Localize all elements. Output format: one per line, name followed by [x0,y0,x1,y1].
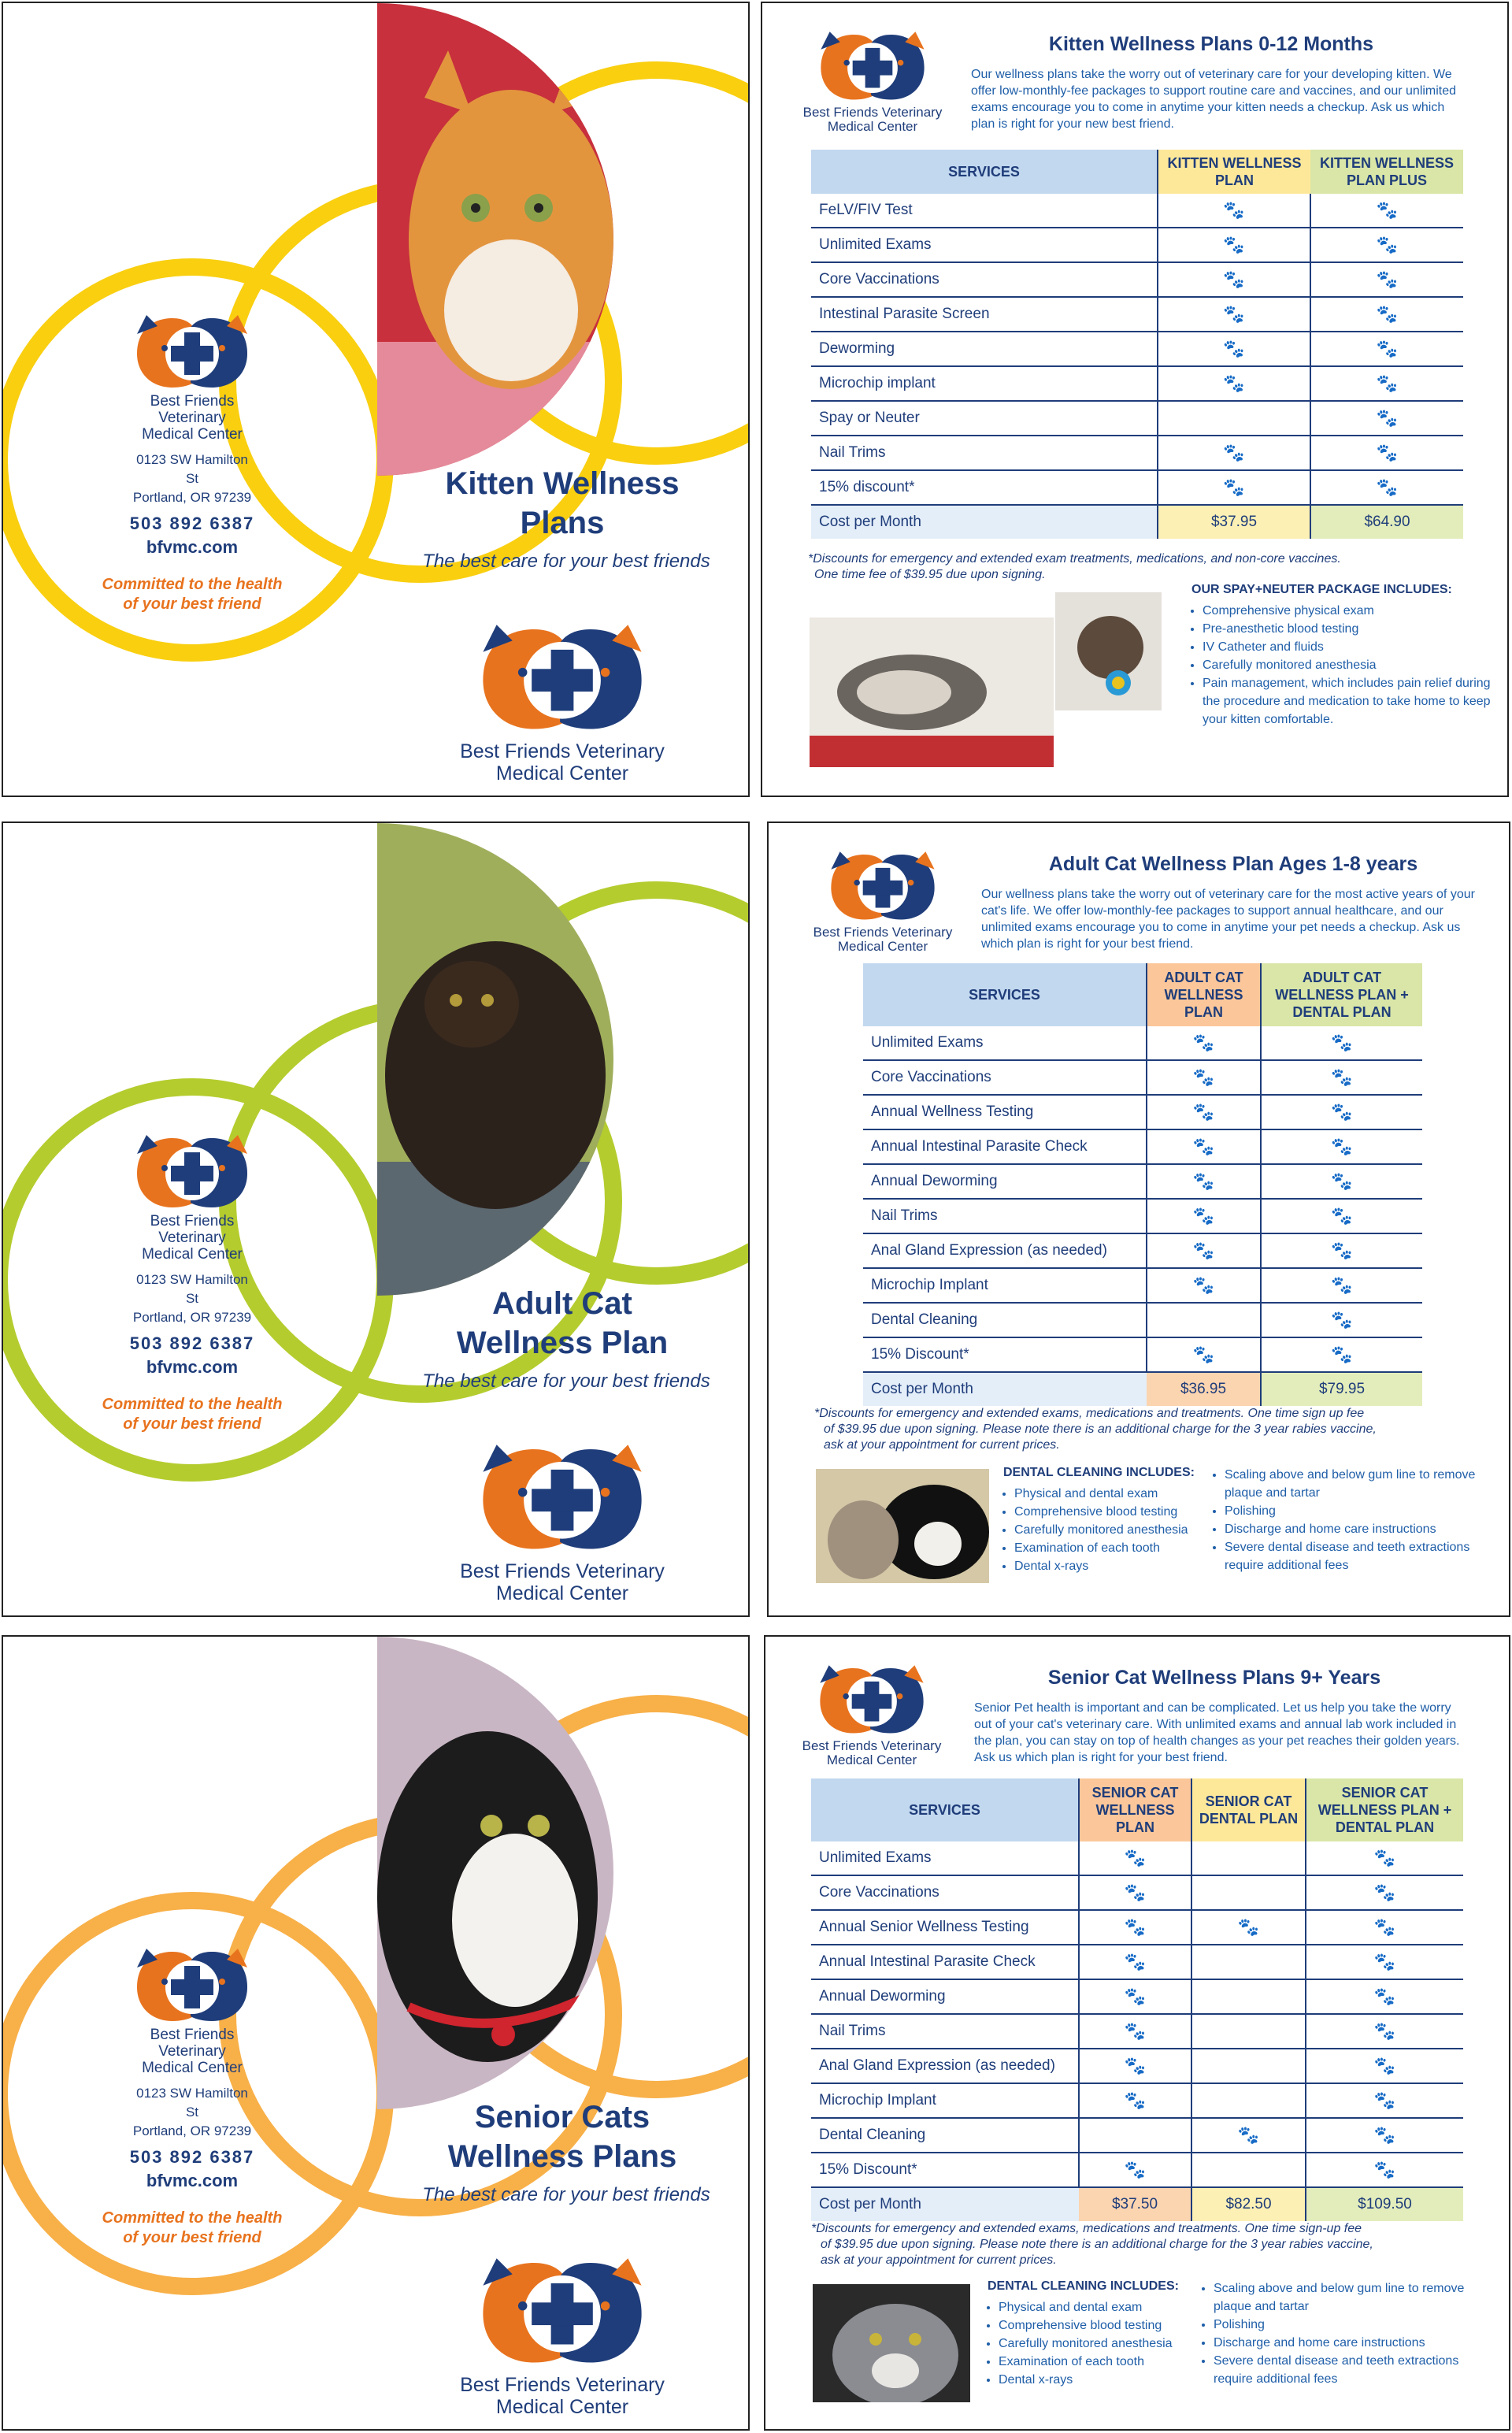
table-row [811,366,1463,401]
table-cell: 🐾 [1191,1910,1306,1945]
list-item: • Severe dental disease and teeth extractions require additional fees [1214,2352,1494,2388]
table-row [811,297,1463,332]
adult-plans-table [863,963,1422,1406]
cover-tagline: The best care for your best friends [422,1370,710,1392]
table-cell [1191,1841,1306,1875]
table-cell: Microchip implant [811,366,1158,401]
table-cell: 🐾 [1147,1129,1261,1164]
clinic-contact-block [102,1130,283,1434]
kitten-rows [811,194,1463,539]
list-item: • Polishing [1214,2316,1494,2334]
clinic-logo: Best Friends Veterinary Medical Center [801,1660,943,1767]
clinic-logo: Best Friends Veterinary Medical Center [812,847,954,954]
table-cell: 🐾 [1310,332,1463,366]
list-item: • Comprehensive physical exam [1203,602,1491,620]
table-cell: Core Vaccinations [811,1875,1079,1910]
clinic-contact-block [102,1944,283,2248]
table-row [811,1979,1463,2014]
table-cell [1191,1875,1306,1910]
table-cell: 🐾 [1079,1910,1191,1945]
table-header: KITTEN WELLNESS PLAN [1158,150,1310,194]
clinic-logo-icon [472,1437,653,1552]
table-cell: 🐾 [1079,2083,1191,2118]
list-item: • Pre-anesthetic blood testing [1203,620,1491,638]
table-cell: 🐾 [1306,1841,1463,1875]
list-item: • Severe dental disease and teeth extractions require additional fees [1225,1538,1497,1574]
cover-brand-logo: Best Friends Veterinary Medical Center [440,618,684,784]
kitten-plans-panel [761,2,1509,797]
kitten-plans-title: Kitten Wellness Plans 0-12 Months [1048,33,1374,55]
table-cell: Nail Trims [811,436,1158,470]
table-cell: 🐾 [1310,470,1463,505]
table-header: SERVICES [811,1778,1079,1841]
list-item: • IV Catheter and fluids [1203,638,1491,656]
table-cell: 15% Discount* [811,2153,1079,2187]
clinic-phone: 503 892 6387 [129,2147,255,2167]
table-cell: 🐾 [1079,1875,1191,1910]
table-cell [1191,2083,1306,2118]
kittens-photo [810,618,1054,767]
clinic-address: 0123 SW Hamilton St Portland, OR 97239 [132,2086,252,2138]
table-header: SERVICES [811,150,1158,194]
table-cell: 🐾 [1158,262,1310,297]
adult-cover-title: Adult Cat Wellness Plan [456,1286,669,1360]
table-cell: 🐾 [1158,228,1310,262]
table-row [811,1841,1463,1875]
clinic-motto: Committed to the health of your best friend [102,2209,283,2246]
table-cell: Dental Cleaning [811,2118,1079,2153]
table-cell [1191,2014,1306,2049]
list-item: • Examination of each tooth [1014,1539,1216,1557]
list-item: • Dental x-rays [1014,1557,1216,1575]
table-cell: 🐾 [1306,1910,1463,1945]
clinic-website: bfvmc.com [146,1357,239,1377]
clinic-contact-block [102,310,283,614]
table-cell: 🐾 [1079,2153,1191,2187]
kitten-plans-table [811,150,1463,539]
table-cell: 🐾 [1147,1233,1261,1268]
table-cell: Anal Gland Expression (as needed) [863,1233,1147,1268]
adult-dental-includes: DENTAL CLEANING INCLUDES: • Physical and dental exam • Comprehensive blood testing • Carefully monitored anesthesia • Examination of each tooth • Dental x-rays [1003,1466,1216,1575]
senior-rows [811,1841,1463,2221]
list-item: • Pain management, which includes pain relief during the procedure and medication to take home to keep your kitten comfortable. [1203,674,1491,729]
table-header: SERVICES [863,963,1147,1026]
table-cell: 15% discount* [811,470,1158,505]
table-cell: 🐾 [1306,1945,1463,1979]
table-row [863,1303,1422,1337]
clinic-logo-icon [472,618,653,732]
table-cell: Deworming [811,332,1158,366]
table-cell: 🐾 [1261,1060,1422,1095]
table-cell: $109.50 [1306,2187,1463,2221]
cover-tagline: The best care for your best friends [422,2184,710,2205]
cost-row [811,2187,1463,2221]
table-cell: Annual Senior Wellness Testing [811,1910,1079,1945]
table-row [811,1875,1463,1910]
adult-dental-includes-more [1214,1466,1497,1574]
clinic-logo-icon [824,847,942,922]
table-cell: Core Vaccinations [863,1060,1147,1095]
list-item: • Discharge and home care instructions [1225,1520,1497,1538]
table-row [811,194,1463,228]
table-cell: 🐾 [1079,2014,1191,2049]
senior-discount-note: *Discounts for emergency and extended exams, medications and treatments. One time sign-up fee of $39.95 due upon signing. Please note there is an additional charge for the 3 year rabies vaccine, ask at your appointment for current prices. [811,2222,1373,2267]
kitten-with-ball-photo [1055,592,1162,710]
table-row [811,401,1463,436]
table-cell: 🐾 [1261,1268,1422,1303]
list-item: • Scaling above and below gum line to remove plaque and tartar [1225,1466,1497,1502]
table-cell: 🐾 [1147,1026,1261,1060]
senior-plans-intro: Senior Pet health is important and can be complicated. Let us help you take the worry out of your cat's veterinary care. With unlimited exams and annual lab work included in the plan, you can stay on top of health changes as your pet reaches their golden years. Ask us which plan is right for your best friend. [974,1701,1460,1764]
list-item: • Carefully monitored anesthesia [999,2335,1200,2353]
table-cell: 🐾 [1310,262,1463,297]
table-cell: 🐾 [1261,1337,1422,1372]
list-item: • Scaling above and below gum line to remove plaque and tartar [1214,2279,1494,2316]
adult-rows [863,1026,1422,1406]
table-row [863,963,1422,1026]
table-cell: Core Vaccinations [811,262,1158,297]
table-cell: 🐾 [1306,1979,1463,2014]
table-cell: 🐾 [1261,1026,1422,1060]
list-item: • Physical and dental exam [1014,1485,1216,1503]
clinic-name: Best Friends Veterinary Medical Center [142,393,243,443]
adult-discount-note: *Discounts for emergency and extended exams, medications and treatments. One time sign up fee of $39.95 due upon signing. Please note there is an additional charge for the 3 year rabies vaccine, ask at your appointment for current prices. [814,1407,1377,1452]
table-cell: Cost per Month [863,1372,1147,1406]
adult-plans-panel [767,822,1510,1617]
table-cell: Unlimited Exams [811,1841,1079,1875]
table-cell: 🐾 [1191,2118,1306,2153]
list-item: • Comprehensive blood testing [999,2316,1200,2335]
table-cell: 🐾 [1079,1979,1191,2014]
adult-cats-photo [816,1469,989,1583]
cover-brand-logo: Best Friends Veterinary Medical Center [440,1437,684,1604]
table-cell: Spay or Neuter [811,401,1158,436]
table-row [863,1199,1422,1233]
table-row [811,1945,1463,1979]
list-item: • Carefully monitored anesthesia [1203,656,1491,674]
table-header: SENIOR CAT WELLNESS PLAN + DENTAL PLAN [1306,1778,1463,1841]
clinic-website: bfvmc.com [146,537,239,557]
table-cell: 🐾 [1158,436,1310,470]
table-cell: 🐾 [1158,366,1310,401]
clinic-motto: Committed to the health of your best friend [102,576,283,613]
table-row [811,2083,1463,2118]
table-row [863,1060,1422,1095]
cover-tagline: The best care for your best friends [422,551,710,572]
table-cell: 🐾 [1079,1841,1191,1875]
clinic-motto: Committed to the health of your best friend [102,1396,283,1433]
table-cell: 🐾 [1079,1945,1191,1979]
table-cell: 🐾 [1310,436,1463,470]
table-cell [1191,2049,1306,2083]
table-cell: $37.95 [1158,505,1310,539]
clinic-logo-icon [472,2251,653,2365]
table-cell: 🐾 [1158,297,1310,332]
table-cell: FeLV/FIV Test [811,194,1158,228]
table-cell: Annual Wellness Testing [863,1095,1147,1129]
table-header: SENIOR CAT WELLNESS PLAN [1079,1778,1191,1841]
table-cell: 🐾 [1261,1129,1422,1164]
table-cell: Cost per Month [811,505,1158,539]
table-cell: 🐾 [1306,2049,1463,2083]
table-header: KITTEN WELLNESS PLAN PLUS [1310,150,1463,194]
senior-plans-title: Senior Cat Wellness Plans 9+ Years [1047,1667,1381,1689]
table-cell: 🐾 [1147,1199,1261,1233]
clinic-address: 0123 SW Hamilton St Portland, OR 97239 [132,1272,252,1325]
table-cell: Anal Gland Expression (as needed) [811,2049,1079,2083]
cover-brand-logo: Best Friends Veterinary Medical Center [440,2251,684,2418]
clinic-phone: 503 892 6387 [129,1333,255,1353]
table-cell: Nail Trims [863,1199,1147,1233]
table-row [863,1026,1422,1060]
table-cell: 🐾 [1158,470,1310,505]
kitten-plans-intro: Our wellness plans take the worry out of veterinary care for your developing kitten. We offer low-monthly-fee packages to support routine care and vaccines, and our unlimited exams encourage you to come in anytime your kitten needs a checkup. Ask us which plan is right for your new best friend. [971,68,1457,131]
spay-neuter-includes: OUR SPAY+NEUTER PACKAGE INCLUDES: • Comprehensive physical exam • Pre-anesthetic blood testing • IV Catheter and fluids • Carefully monitored anesthesia • Pain management, which includes pain relief during the procedure and medication to take home to keep your kitten comfortable. [1191,583,1491,729]
list-item: • Comprehensive blood testing [1014,1503,1216,1521]
clinic-name: Best Friends Veterinary Medical Center [142,1213,243,1263]
table-cell [1079,2118,1191,2153]
table-cell [1158,401,1310,436]
table-row [811,470,1463,505]
clinic-logo-icon [813,1660,931,1735]
table-cell: Annual Intestinal Parasite Check [863,1129,1147,1164]
table-cell: $79.95 [1261,1372,1422,1406]
table-cell: 🐾 [1147,1095,1261,1129]
clinic-website: bfvmc.com [146,2171,239,2190]
table-cell: $64.90 [1310,505,1463,539]
table-cell: Dental Cleaning [863,1303,1147,1337]
table-row [811,332,1463,366]
table-cell: 🐾 [1306,2118,1463,2153]
table-cell [1191,1945,1306,1979]
table-row [811,436,1463,470]
senior-dental-includes: DENTAL CLEANING INCLUDES: • Physical and dental exam • Comprehensive blood testing • Carefully monitored anesthesia • Examination of each tooth • Dental x-rays [988,2279,1200,2389]
adult-plans-intro: Our wellness plans take the worry out of veterinary care for the most active years of your cat's life. We offer low-monthly-fee packages to support annual healthcare, and our unlimited exams encourage you to come in anytime your pet needs a checkup. Ask us which plan is right for your best friend. [981,888,1475,951]
table-cell: Nail Trims [811,2014,1079,2049]
clinic-phone: 503 892 6387 [129,514,255,533]
senior-cat-thumb [813,2284,970,2402]
table-cell: 🐾 [1079,2049,1191,2083]
clinic-name: Best Friends Veterinary Medical Center [142,2027,243,2076]
adult-plans-title: Adult Cat Wellness Plan Ages 1-8 years [1048,853,1418,875]
table-cell: 🐾 [1306,2153,1463,2187]
clinic-logo-icon [129,1130,255,1209]
list-item: • Examination of each tooth [999,2353,1200,2371]
table-row [863,1268,1422,1303]
table-cell: 15% Discount* [863,1337,1147,1372]
table-cell: 🐾 [1261,1233,1422,1268]
table-cell: 🐾 [1261,1199,1422,1233]
table-cell: 🐾 [1147,1060,1261,1095]
table-header: ADULT CAT WELLNESS PLAN + DENTAL PLAN [1261,963,1422,1026]
cost-row [863,1372,1422,1406]
table-row [811,2014,1463,2049]
clinic-address: 0123 SW Hamilton St Portland, OR 97239 [132,452,252,505]
table-cell: 🐾 [1310,297,1463,332]
table-row [811,2049,1463,2083]
table-cell: Unlimited Exams [811,228,1158,262]
senior-dental-includes-more [1203,2279,1494,2388]
cost-row [811,505,1463,539]
table-cell: Cost per Month [811,2187,1079,2221]
list-item: • Carefully monitored anesthesia [1014,1521,1216,1539]
table-cell: Annual Intestinal Parasite Check [811,1945,1079,1979]
table-cell: Unlimited Exams [863,1026,1147,1060]
table-cell: $36.95 [1147,1372,1261,1406]
table-header: SENIOR CAT DENTAL PLAN [1191,1778,1306,1841]
table-cell: 🐾 [1306,2014,1463,2049]
table-cell [1191,2153,1306,2187]
table-cell: $82.50 [1191,2187,1306,2221]
table-cell: $37.50 [1079,2187,1191,2221]
list-item: • Physical and dental exam [999,2298,1200,2316]
kitten-discount-note: *Discounts for emergency and extended exam treatments, medications, and non-core vaccines. One time fee of $39.95 due upon signing. [808,552,1341,581]
table-cell: 🐾 [1310,228,1463,262]
senior-cover-panel [2,1635,750,2431]
table-cell: 🐾 [1261,1164,1422,1199]
table-cell: Microchip Implant [811,2083,1079,2118]
adult-cover-panel [2,822,750,1617]
table-cell: 🐾 [1261,1095,1422,1129]
table-cell: 🐾 [1306,1875,1463,1910]
table-cell: 🐾 [1261,1303,1422,1337]
kitten-cover-panel [2,2,750,797]
clinic-logo-icon [129,310,255,389]
table-row [811,1778,1463,1841]
clinic-logo-icon [129,1944,255,2023]
table-cell [1147,1303,1261,1337]
list-item: • Polishing [1225,1502,1497,1520]
table-row [863,1129,1422,1164]
senior-cover-title: Senior Cats Wellness Plans [447,2100,677,2174]
table-cell: 🐾 [1147,1268,1261,1303]
table-row [811,262,1463,297]
table-row [863,1233,1422,1268]
table-cell [1191,1979,1306,2014]
table-row [863,1337,1422,1372]
table-row [863,1095,1422,1129]
table-cell: Annual Deworming [863,1164,1147,1199]
table-row [811,1910,1463,1945]
table-row [811,2153,1463,2187]
table-cell: Intestinal Parasite Screen [811,297,1158,332]
table-cell: 🐾 [1310,194,1463,228]
table-cell: 🐾 [1147,1337,1261,1372]
table-cell: Annual Deworming [811,1979,1079,2014]
clinic-logo: Best Friends Veterinary Medical Center [802,27,943,134]
list-item: • Dental x-rays [999,2371,1200,2389]
table-cell: 🐾 [1306,2083,1463,2118]
table-header: ADULT CAT WELLNESS PLAN [1147,963,1261,1026]
kitten-cover-title: Kitten Wellness Plans [445,466,680,540]
senior-plans-panel [764,1635,1510,2431]
table-cell: 🐾 [1158,332,1310,366]
table-cell: 🐾 [1310,366,1463,401]
clinic-logo-icon [813,27,932,102]
table-row [811,2118,1463,2153]
table-row [811,150,1463,194]
table-row [811,228,1463,262]
table-row [863,1164,1422,1199]
table-cell: 🐾 [1147,1164,1261,1199]
senior-plans-table [811,1778,1463,2221]
list-item: • Discharge and home care instructions [1214,2334,1494,2352]
table-cell: Microchip Implant [863,1268,1147,1303]
table-cell: 🐾 [1158,194,1310,228]
table-cell: 🐾 [1310,401,1463,436]
